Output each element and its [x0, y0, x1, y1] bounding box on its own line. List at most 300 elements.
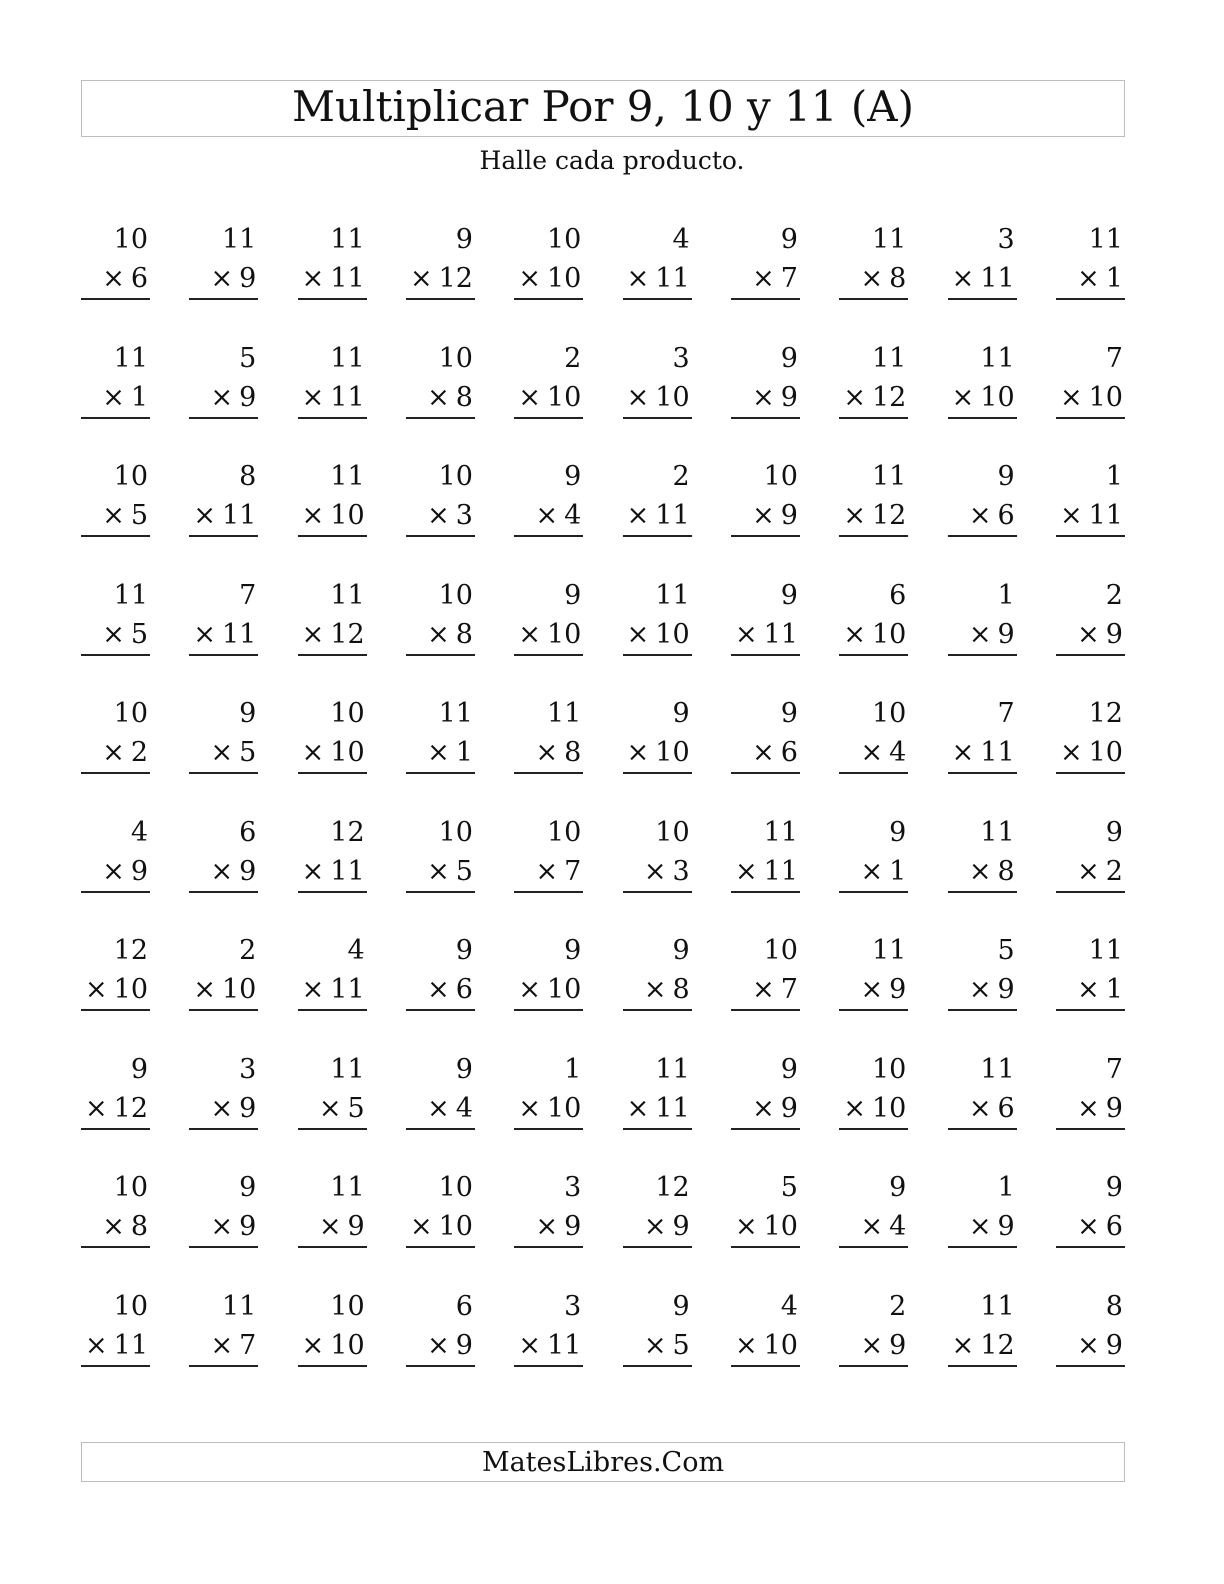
- multiplication-problem: [514, 576, 583, 695]
- multiplication-problem: [514, 1287, 583, 1406]
- multiplier: 1: [1105, 263, 1123, 294]
- multiplier-line: [839, 1208, 908, 1248]
- multiplier: 9: [1105, 1329, 1123, 1361]
- multiplier: 6: [130, 263, 148, 294]
- multiplier-line: [298, 616, 367, 656]
- multiplication-problem: [623, 694, 692, 813]
- multiplier-line: [1056, 260, 1125, 300]
- multiplication-problem: [406, 1168, 475, 1287]
- multiplication-problem: [839, 339, 908, 458]
- times-sign: ×: [843, 381, 866, 413]
- worksheet-title: Multiplicar Por 9, 10 y 11 (A): [291, 82, 914, 131]
- multiplier-line: [189, 379, 258, 419]
- times-sign: ×: [193, 618, 216, 650]
- times-sign: ×: [968, 618, 992, 650]
- times-sign: ×: [626, 500, 650, 531]
- multiplier: 8: [130, 1211, 148, 1242]
- multiplication-problem: [406, 1050, 475, 1169]
- multiplicand: 7: [239, 579, 257, 611]
- multiplier-line: [1056, 734, 1125, 774]
- multiplier-line: [189, 971, 258, 1011]
- multiplier-line: [1056, 853, 1125, 893]
- multiplication-problem: [406, 220, 475, 339]
- multiplier: 10: [438, 1211, 473, 1242]
- multiplication-problem: [1056, 220, 1125, 339]
- multiplier-line: [81, 379, 150, 419]
- multiplication-problem: [1056, 576, 1125, 695]
- multiplicand: 9: [130, 1053, 148, 1085]
- multiplication-problem: [189, 694, 258, 813]
- times-sign: ×: [968, 974, 992, 1005]
- multiplier: 12: [438, 263, 473, 294]
- multiplication-problem: [623, 576, 692, 695]
- times-sign: ×: [518, 381, 541, 413]
- multiplier-line: [731, 497, 800, 537]
- multiplier-line: [298, 260, 367, 300]
- times-sign: ×: [752, 381, 775, 413]
- multiplier-line: [406, 1208, 475, 1248]
- multiplicand: 7: [997, 698, 1015, 729]
- times-sign: ×: [301, 1329, 325, 1361]
- multiplier: 10: [546, 974, 582, 1005]
- multiplicand: 9: [672, 935, 690, 966]
- times-sign: ×: [626, 737, 650, 768]
- multiplier-line: [623, 853, 692, 893]
- multiplier: 10: [871, 618, 907, 650]
- multiplier: 11: [763, 855, 798, 887]
- times-sign: ×: [85, 974, 108, 1005]
- times-sign: ×: [643, 1329, 667, 1361]
- multiplication-problem: [298, 813, 367, 932]
- multiplier: 6: [1105, 1211, 1123, 1242]
- times-sign: ×: [301, 500, 325, 531]
- multiplicand: 9: [455, 935, 473, 966]
- multiplier: 4: [564, 500, 582, 531]
- times-sign: ×: [843, 1092, 866, 1124]
- multiplicand: 2: [889, 1290, 907, 1322]
- multiplier-line: [81, 497, 150, 537]
- problem-row: [81, 576, 1125, 695]
- multiplication-problem: [81, 813, 150, 932]
- multiplication-problem: [948, 576, 1017, 695]
- multiplier: 9: [889, 974, 907, 1005]
- multiplier-line: [948, 260, 1017, 300]
- multiplier-line: [623, 616, 692, 656]
- times-sign: ×: [843, 500, 866, 531]
- times-sign: ×: [626, 263, 650, 294]
- times-sign: ×: [102, 1211, 125, 1242]
- multiplicand: 11: [546, 698, 582, 729]
- multiplication-problem: [189, 220, 258, 339]
- multiplier-line: [1056, 379, 1125, 419]
- multiplication-problem: [189, 457, 258, 576]
- multiplier-line: [514, 497, 583, 537]
- multiplier: 10: [546, 618, 582, 650]
- multiplicand: 3: [997, 224, 1015, 255]
- multiplicand: 11: [763, 816, 798, 848]
- multiplier: 9: [564, 1211, 582, 1242]
- multiplication-problem: [406, 694, 475, 813]
- multiplicand: 8: [239, 461, 257, 492]
- multiplicand: 10: [871, 698, 907, 729]
- multiplier-line: [623, 1327, 692, 1367]
- times-sign: ×: [1059, 381, 1083, 413]
- multiplication-problem: [406, 339, 475, 458]
- multiplicand: 9: [564, 579, 582, 611]
- multiplicand: 5: [239, 342, 257, 374]
- multiplier-line: [514, 260, 583, 300]
- multiplication-problem: [839, 931, 908, 1050]
- multiplier: 11: [1088, 500, 1123, 531]
- instructions: Halle cada producto.: [479, 146, 745, 175]
- multiplicand: 11: [980, 816, 1015, 848]
- multiplicand: 10: [438, 342, 473, 374]
- multiplier: 1: [1105, 974, 1123, 1005]
- times-sign: ×: [535, 737, 559, 768]
- multiplication-problem: [406, 576, 475, 695]
- multiplicand: 10: [330, 1290, 365, 1322]
- multiplication-problem: [731, 813, 800, 932]
- multiplier: 3: [672, 855, 690, 887]
- times-sign: ×: [860, 974, 884, 1005]
- times-sign: ×: [1077, 263, 1100, 294]
- multiplier: 6: [997, 1092, 1015, 1124]
- multiplier: 6: [780, 737, 798, 768]
- multiplicand: 11: [113, 579, 148, 611]
- multiplier: 9: [780, 381, 798, 413]
- multiplier-line: [298, 379, 367, 419]
- multiplicand: 11: [655, 1053, 690, 1085]
- multiplier: 5: [239, 737, 257, 768]
- multiplication-problem: [948, 457, 1017, 576]
- multiplier: 9: [239, 1211, 257, 1242]
- multiplier: 12: [113, 1092, 148, 1124]
- multiplier-line: [731, 971, 800, 1011]
- multiplier: 11: [655, 500, 690, 531]
- multiplication-problem: [514, 813, 583, 932]
- multiplication-problem: [406, 813, 475, 932]
- times-sign: ×: [968, 855, 992, 887]
- multiplier: 11: [330, 855, 365, 887]
- multiplier: 9: [239, 381, 257, 413]
- multiplier: 10: [871, 1092, 907, 1124]
- times-sign: ×: [643, 1211, 667, 1242]
- times-sign: ×: [410, 1211, 433, 1242]
- multiplicand: 4: [780, 1290, 798, 1322]
- multiplicand: 3: [564, 1290, 582, 1322]
- times-sign: ×: [210, 855, 234, 887]
- multiplicand: 4: [130, 816, 148, 848]
- multiplication-problem: [948, 1168, 1017, 1287]
- times-sign: ×: [1077, 974, 1100, 1005]
- multiplier: 11: [330, 263, 365, 294]
- multiplicand: 9: [780, 579, 798, 611]
- multiplier: 5: [347, 1092, 365, 1124]
- multiplication-problem: [298, 1050, 367, 1169]
- multiplier: 9: [239, 855, 257, 887]
- times-sign: ×: [301, 855, 325, 887]
- multiplier-line: [623, 734, 692, 774]
- times-sign: ×: [752, 974, 775, 1005]
- times-sign: ×: [301, 974, 325, 1005]
- multiplier-line: [948, 734, 1017, 774]
- times-sign: ×: [643, 974, 667, 1005]
- multiplication-problem: [623, 339, 692, 458]
- multiplication-problem: [731, 220, 800, 339]
- multiplicand: 11: [980, 342, 1015, 374]
- multiplicand: 11: [655, 579, 690, 611]
- multiplier-line: [623, 1208, 692, 1248]
- multiplier-line: [514, 379, 583, 419]
- multiplication-problem: [514, 1050, 583, 1169]
- times-sign: ×: [210, 737, 234, 768]
- multiplication-problem: [731, 931, 800, 1050]
- multiplication-problem: [81, 1287, 150, 1406]
- multiplier: 10: [763, 1329, 798, 1361]
- multiplication-problem: [731, 1287, 800, 1406]
- times-sign: ×: [951, 263, 975, 294]
- multiplier-line: [839, 379, 908, 419]
- multiplication-problem: [839, 1050, 908, 1169]
- times-sign: ×: [427, 737, 450, 768]
- multiplier: 7: [239, 1329, 257, 1361]
- multiplier: 10: [113, 974, 148, 1005]
- times-sign: ×: [535, 500, 559, 531]
- multiplier-line: [81, 616, 150, 656]
- multiplication-problem: [81, 694, 150, 813]
- multiplier: 5: [672, 1329, 690, 1361]
- multiplier: 1: [889, 855, 907, 887]
- multiplier-line: [839, 616, 908, 656]
- multiplier: 8: [455, 618, 473, 650]
- multiplier-line: [731, 734, 800, 774]
- problem-grid: [81, 220, 1125, 1405]
- times-sign: ×: [951, 1329, 975, 1361]
- multiplier: 9: [239, 1092, 257, 1124]
- times-sign: ×: [427, 618, 450, 650]
- multiplicand: 10: [330, 698, 365, 729]
- multiplier: 11: [546, 1329, 582, 1361]
- multiplication-problem: [839, 813, 908, 932]
- multiplier-line: [298, 853, 367, 893]
- times-sign: ×: [518, 263, 541, 294]
- multiplier: 10: [980, 381, 1015, 413]
- footer-site: MatesLibres.Com: [481, 1447, 725, 1478]
- multiplication-problem: [623, 220, 692, 339]
- multiplicand: 10: [113, 224, 148, 255]
- multiplier-line: [406, 734, 475, 774]
- multiplicand: 11: [871, 224, 907, 255]
- multiplicand: 11: [221, 1290, 257, 1322]
- multiplier-line: [623, 379, 692, 419]
- multiplier: 8: [672, 974, 690, 1005]
- times-sign: ×: [535, 1211, 559, 1242]
- multiplier-line: [81, 1327, 150, 1367]
- multiplication-problem: [298, 339, 367, 458]
- multiplier: 6: [997, 500, 1015, 531]
- multiplier: 8: [997, 855, 1015, 887]
- multiplicand: 5: [997, 935, 1015, 966]
- multiplier-line: [948, 1090, 1017, 1130]
- multiplication-problem: [81, 1168, 150, 1287]
- multiplier: 11: [330, 381, 365, 413]
- times-sign: ×: [301, 381, 325, 413]
- multiplicand: 9: [672, 698, 690, 729]
- multiplicand: 8: [1105, 1290, 1123, 1322]
- multiplication-problem: [189, 339, 258, 458]
- multiplier: 10: [330, 737, 365, 768]
- multiplicand: 10: [546, 816, 582, 848]
- multiplier-line: [514, 1090, 583, 1130]
- multiplier: 5: [455, 855, 473, 887]
- multiplier-line: [1056, 616, 1125, 656]
- times-sign: ×: [1077, 1329, 1100, 1361]
- multiplication-problem: [514, 931, 583, 1050]
- multiplier-line: [189, 497, 258, 537]
- times-sign: ×: [626, 618, 650, 650]
- multiplier: 7: [780, 974, 798, 1005]
- times-sign: ×: [734, 1211, 758, 1242]
- multiplicand: 11: [221, 224, 257, 255]
- footer-box: [81, 1442, 1125, 1482]
- multiplier-line: [298, 1208, 367, 1248]
- multiplier: 9: [672, 1211, 690, 1242]
- multiplication-problem: [1056, 1168, 1125, 1287]
- times-sign: ×: [102, 381, 125, 413]
- multiplier: 10: [655, 618, 690, 650]
- multiplication-problem: [81, 457, 150, 576]
- multiplicand: 11: [871, 342, 907, 374]
- multiplicand: 11: [330, 1172, 365, 1203]
- multiplier: 5: [130, 500, 148, 531]
- multiplication-problem: [731, 339, 800, 458]
- multiplication-problem: [948, 1287, 1017, 1406]
- problem-row: [81, 931, 1125, 1050]
- multiplier: 7: [780, 263, 798, 294]
- multiplicand: 11: [980, 1053, 1015, 1085]
- times-sign: ×: [427, 500, 450, 531]
- multiplication-problem: [189, 931, 258, 1050]
- times-sign: ×: [318, 1092, 342, 1124]
- multiplicand: 4: [672, 224, 690, 255]
- times-sign: ×: [210, 263, 234, 294]
- multiplicand: 10: [763, 461, 798, 492]
- multiplier-line: [406, 1327, 475, 1367]
- multiplicand: 9: [780, 698, 798, 729]
- multiplicand: 3: [239, 1053, 257, 1085]
- times-sign: ×: [752, 1092, 775, 1124]
- multiplication-problem: [948, 813, 1017, 932]
- multiplier: 1: [455, 737, 473, 768]
- multiplication-problem: [731, 457, 800, 576]
- problem-row: [81, 1050, 1125, 1169]
- multiplier-line: [731, 1090, 800, 1130]
- times-sign: ×: [752, 263, 775, 294]
- multiplicand: 9: [997, 461, 1015, 492]
- times-sign: ×: [951, 737, 975, 768]
- multiplier-line: [406, 497, 475, 537]
- multiplicand: 6: [239, 816, 257, 848]
- multiplication-problem: [189, 813, 258, 932]
- problem-row: [81, 220, 1125, 339]
- multiplier: 12: [871, 381, 907, 413]
- multiplicand: 9: [564, 461, 582, 492]
- multiplier: 3: [455, 500, 473, 531]
- times-sign: ×: [427, 1092, 450, 1124]
- multiplier-line: [81, 1090, 150, 1130]
- multiplier: 11: [221, 618, 257, 650]
- multiplier-line: [1056, 1208, 1125, 1248]
- multiplicand: 10: [113, 461, 148, 492]
- multiplicand: 9: [672, 1290, 690, 1322]
- multiplication-problem: [1056, 339, 1125, 458]
- times-sign: ×: [427, 855, 450, 887]
- multiplicand: 1: [997, 579, 1015, 611]
- multiplication-problem: [189, 576, 258, 695]
- multiplier-line: [839, 734, 908, 774]
- multiplier-line: [1056, 971, 1125, 1011]
- times-sign: ×: [102, 263, 125, 294]
- times-sign: ×: [210, 1211, 234, 1242]
- multiplicand: 10: [438, 1172, 473, 1203]
- multiplicand: 2: [564, 342, 582, 374]
- multiplication-problem: [623, 1287, 692, 1406]
- multiplier-line: [514, 853, 583, 893]
- multiplier-line: [189, 260, 258, 300]
- multiplier: 9: [1105, 1092, 1123, 1124]
- times-sign: ×: [535, 855, 559, 887]
- multiplicand: 9: [889, 816, 907, 848]
- multiplier-line: [948, 1327, 1017, 1367]
- multiplier-line: [514, 971, 583, 1011]
- multiplier: 10: [546, 381, 582, 413]
- multiplication-problem: [189, 1287, 258, 1406]
- multiplicand: 10: [438, 816, 473, 848]
- multiplicand: 11: [1088, 935, 1123, 966]
- problem-row: [81, 339, 1125, 458]
- multiplication-problem: [948, 220, 1017, 339]
- multiplier-line: [948, 379, 1017, 419]
- multiplication-problem: [81, 576, 150, 695]
- multiplication-problem: [514, 1168, 583, 1287]
- multiplication-problem: [731, 1168, 800, 1287]
- multiplier: 9: [780, 1092, 798, 1124]
- multiplier-line: [514, 734, 583, 774]
- multiplication-problem: [298, 457, 367, 576]
- multiplier: 11: [980, 263, 1015, 294]
- times-sign: ×: [968, 1092, 992, 1124]
- multiplier: 4: [455, 1092, 473, 1124]
- multiplier: 12: [871, 500, 907, 531]
- multiplicand: 10: [113, 1290, 148, 1322]
- times-sign: ×: [210, 381, 234, 413]
- times-sign: ×: [518, 974, 541, 1005]
- multiplier-line: [81, 734, 150, 774]
- multiplicand: 9: [239, 1172, 257, 1203]
- times-sign: ×: [193, 974, 216, 1005]
- multiplication-problem: [406, 1287, 475, 1406]
- multiplier: 8: [455, 381, 473, 413]
- multiplicand: 11: [1088, 224, 1123, 255]
- multiplier: 11: [655, 263, 690, 294]
- multiplier: 5: [130, 618, 148, 650]
- multiplier-line: [189, 1208, 258, 1248]
- multiplicand: 7: [1105, 342, 1123, 374]
- multiplication-problem: [839, 694, 908, 813]
- times-sign: ×: [102, 737, 125, 768]
- multiplier-line: [406, 379, 475, 419]
- times-sign: ×: [318, 1211, 342, 1242]
